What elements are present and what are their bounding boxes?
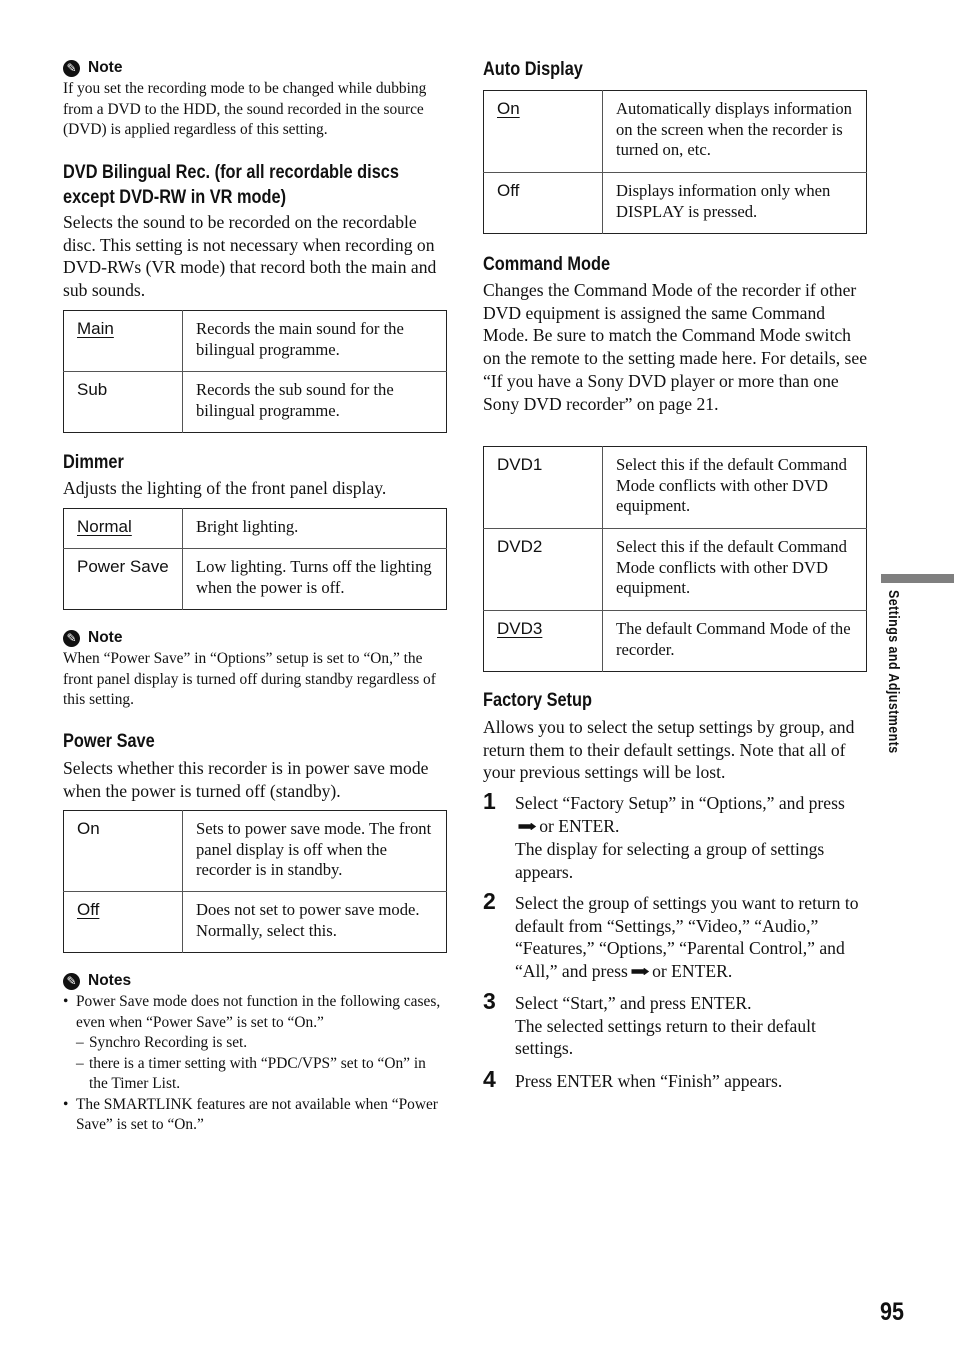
- option-description: Sets to power save mode. The front panel display is off when the recorder is in standby.: [196, 819, 432, 879]
- step-1: 1 Select “Factory Setup” in “Options,” and press➡ or ENTER. The display for selecting a group of settings appears.: [483, 788, 845, 883]
- table-row: [64, 311, 447, 372]
- option-description: Records the sub sound for the bilingual programme.: [183, 372, 447, 433]
- note-heading: ✎ Note: [63, 59, 122, 77]
- table-row: [64, 549, 447, 610]
- option-description: Select this if the default Command Mode conflicts with other DVD equipment.: [603, 529, 867, 611]
- dimmer-description: Adjusts the lighting of the front panel display.: [63, 478, 387, 498]
- option-description: Bright lighting.: [196, 517, 299, 536]
- option-description: Automatically displays information on the screen when the recorder is turned on, etc.: [616, 99, 852, 159]
- option-normal: Normal: [77, 517, 132, 536]
- note-text: When “Power Save” in “Options” setup is set to “On,” the front panel display is turned off during standby regardless of this setting.: [63, 650, 436, 708]
- option-description: Low lighting. Turns off the lighting when the power is off.: [183, 549, 447, 610]
- notes-list: [63, 992, 447, 1136]
- table-row: [484, 447, 867, 529]
- step-number: 1: [483, 788, 496, 814]
- power-save-heading: Power Save: [63, 731, 155, 752]
- option-sub: Sub: [64, 372, 183, 433]
- step-3: 3 Select “Start,” and press ENTER. The selected settings return to their default settings.: [483, 988, 816, 1059]
- option-on: On: [64, 811, 183, 892]
- list-item: • Power Save mode does not function in the following cases, even when “Power Save” is set to “On.” – Synchro Recording is set. – there is a timer setting with “PDC/VPS” set to “On” in the Timer List.: [63, 992, 447, 1095]
- table-row: [64, 509, 447, 549]
- table-row: [484, 91, 867, 173]
- section-tab-bar: [881, 574, 954, 583]
- power-save-table: [63, 810, 447, 953]
- option-power-save: Power Save: [64, 549, 183, 610]
- note-icon: ✎: [63, 60, 80, 77]
- option-dvd3: DVD3: [497, 619, 543, 638]
- list-item: – there is a timer setting with “PDC/VPS” set to “On” in the Timer List.: [76, 1054, 447, 1095]
- auto-display-table: [483, 90, 867, 234]
- table-row: [64, 372, 447, 433]
- page-number: 95: [880, 1298, 904, 1326]
- option-on: On: [497, 99, 520, 118]
- option-main: Main: [77, 319, 114, 338]
- power-save-description: Selects whether this recorder is in power save mode when the power is turned off (standby).: [63, 758, 429, 801]
- table-row: [64, 811, 447, 892]
- dimmer-heading: Dimmer: [63, 452, 124, 473]
- auto-display-heading: Auto Display: [483, 59, 583, 80]
- option-description: Select this if the default Command Mode conflicts with other DVD equipment.: [616, 455, 847, 515]
- note-icon: ✎: [63, 630, 80, 647]
- table-row: [484, 611, 867, 672]
- right-arrow-icon: ➡: [517, 816, 538, 836]
- step-number: 3: [483, 988, 496, 1014]
- option-dvd2: DVD2: [484, 529, 603, 611]
- factory-setup-heading: Factory Setup: [483, 690, 592, 711]
- section-tab-label: Settings and Adjustments: [885, 590, 901, 754]
- dvd-bilingual-heading: DVD Bilingual Rec. (for all recordable discs except DVD-RW in VR mode): [63, 162, 399, 208]
- dimmer-table: [63, 508, 447, 610]
- option-description: Displays information only when DISPLAY is pressed.: [603, 173, 867, 234]
- list-item: • The SMARTLINK features are not available when “Power Save” is set to “On.”: [63, 1095, 447, 1136]
- command-mode-description: Changes the Command Mode of the recorder if other DVD equipment is assigned the same Command Mode. Be sure to match the Command Mode switch on the remote to the setting made here. For details, see “If you have a Sony DVD player or more than one Sony DVD recorder” on page 21.: [483, 280, 868, 414]
- table-row: [484, 173, 867, 234]
- step-number: 2: [483, 888, 496, 914]
- dvd-bilingual-description: Selects the sound to be recorded on the recordable disc. This setting is not necessary when recording on DVD-RWs (VR mode) that record both the main and sub sounds.: [63, 212, 437, 301]
- option-off: Off: [484, 173, 603, 234]
- dvd-bilingual-table: [63, 310, 447, 433]
- note-text: If you set the recording mode to be changed while dubbing from a DVD to the HDD, the sound recorded in the source (DVD) is applied regardless of this setting.: [63, 80, 427, 138]
- option-dvd1: DVD1: [484, 447, 603, 529]
- note-heading: ✎ Note: [63, 629, 122, 647]
- command-mode-heading: Command Mode: [483, 254, 611, 275]
- table-row: [484, 529, 867, 611]
- note-icon: ✎: [63, 973, 80, 990]
- step-4: 4 Press ENTER when “Finish” appears.: [483, 1066, 783, 1092]
- step-2: 2 Select the group of settings you want to return to default from “Settings,” “Video,” “Audio,” “Features,” “Options,” “Parental Control,” and “All,” and press ➡ or ENTER.: [483, 892, 867, 984]
- factory-setup-description: Allows you to select the setup settings by group, and return them to their default settings. Note that all of your previous settings will be lost.: [483, 717, 855, 783]
- list-item: – Synchro Recording is set.: [76, 1033, 447, 1054]
- notes-heading: ✎ Notes: [63, 972, 131, 990]
- step-number: 4: [483, 1066, 496, 1092]
- option-off: Off: [77, 900, 100, 919]
- command-mode-table: [483, 446, 867, 672]
- option-description: Records the main sound for the bilingual programme.: [196, 319, 404, 359]
- option-description: Does not set to power save mode. Normally, select this.: [183, 892, 447, 953]
- option-description: The default Command Mode of the recorder.: [603, 611, 867, 672]
- right-arrow-icon: ➡: [630, 962, 650, 982]
- table-row: [64, 892, 447, 953]
